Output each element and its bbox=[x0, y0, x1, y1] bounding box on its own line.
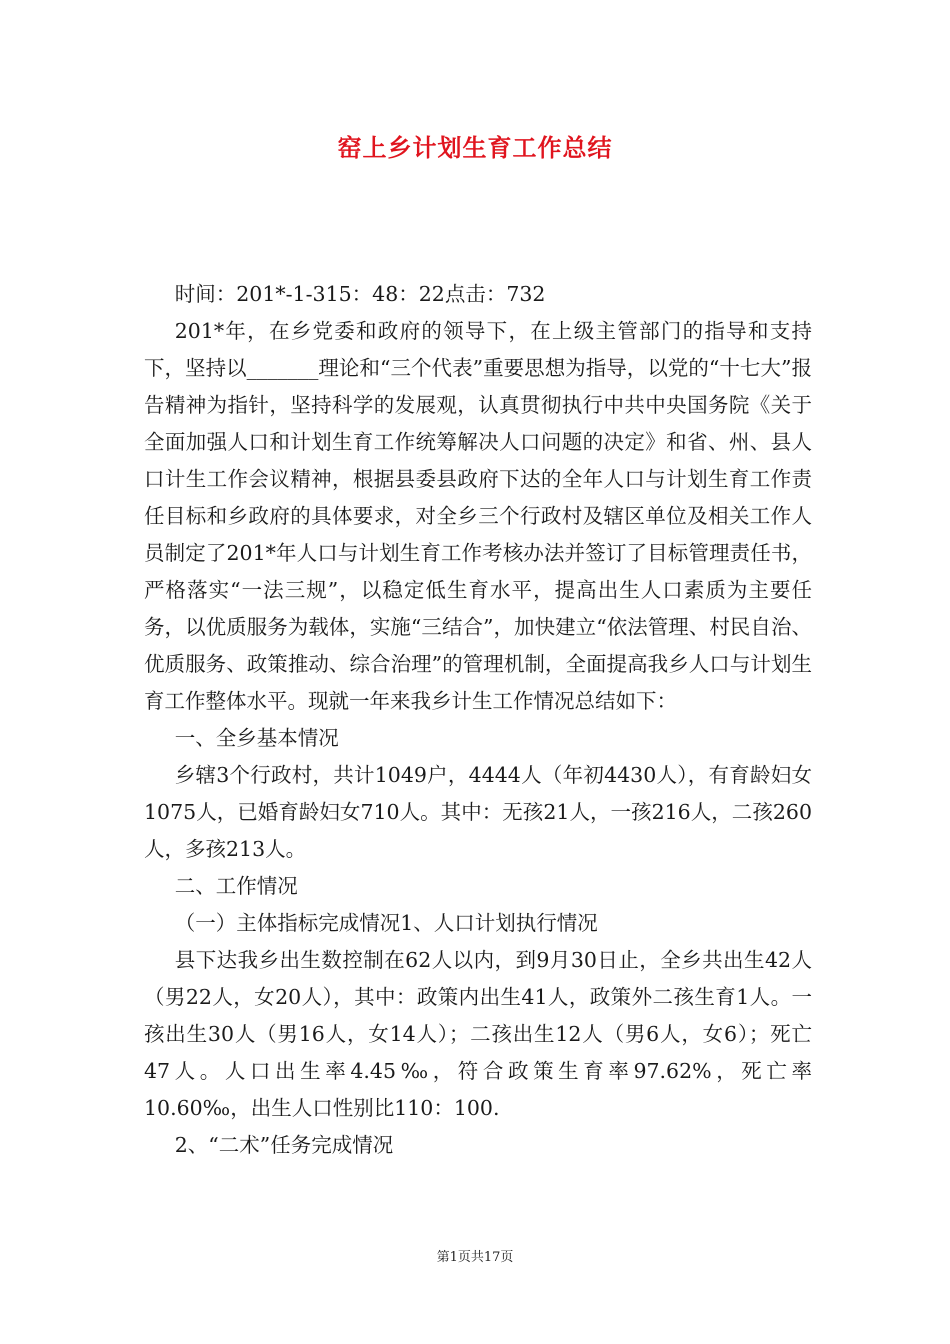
section-heading-1: 一、全乡基本情况 bbox=[174, 726, 339, 750]
document-body bbox=[144, 276, 812, 1164]
paragraph-population-plan: 县下达我乡出生数控制在62人以内，到9月30日止，全乡共出生42人（男22人，女20人），其中：政策内出生41人，政策外二孩生育1人。一孩出生30人（男16人，女14人）；二孩出生12人（男6人，女6）；死亡47人。人口出生率4.45‰，符合政策生育率97.62%，死亡率10.60‰，出生人口性别比110：100. bbox=[144, 948, 812, 1120]
paragraph-intro: 201*年，在乡党委和政府的领导下，在上级主管部门的指导和支持下，坚持以_______理论和“三个代表”重要思想为指导，以党的“十七大”报告精神为指针，坚持科学的发展观，认真贯彻执行中共中央国务院《关于全面加强人口和计划生育工作统筹解决人口问题的决定》和省、州、县人口计生工作会议精神，根据县委县政府下达的全年人口与计划生育工作责任目标和乡政府的具体要求，对全乡三个行政村及辖区单位及相关工作人员制定了201*年人口与计划生育工作考核办法并签订了目标管理责任书，严格落实“一法三规”，以稳定低生育水平，提高出生人口素质为主要任务，以优质服务为载体，实施“三结合”，加快建立“依法管理、村民自治、优质服务、政策推动、综合治理”的管理机制，全面提高我乡人口与计划生育工作整体水平。现就一年来我乡计生工作情况总结如下： bbox=[144, 319, 812, 713]
subsection-heading-2: 2、“二术”任务完成情况 bbox=[174, 1133, 394, 1157]
paragraph-basic-info: 乡辖3个行政村，共计1049户，4444人（年初4430人），有育龄妇女1075人，已婚育龄妇女710人。其中：无孩21人，一孩216人，二孩260人，多孩213人。 bbox=[144, 763, 812, 861]
section-heading-2: 二、工作情况 bbox=[174, 874, 298, 898]
page-footer: 第1页共17页 bbox=[436, 1250, 514, 1265]
subsection-heading-1: （一）主体指标完成情况1、人口计划执行情况 bbox=[174, 911, 598, 935]
meta-line: 时间：201*-1-315：48：22点击：732 bbox=[174, 282, 546, 306]
document-title: 窑上乡计划生育工作总结 bbox=[337, 133, 613, 162]
